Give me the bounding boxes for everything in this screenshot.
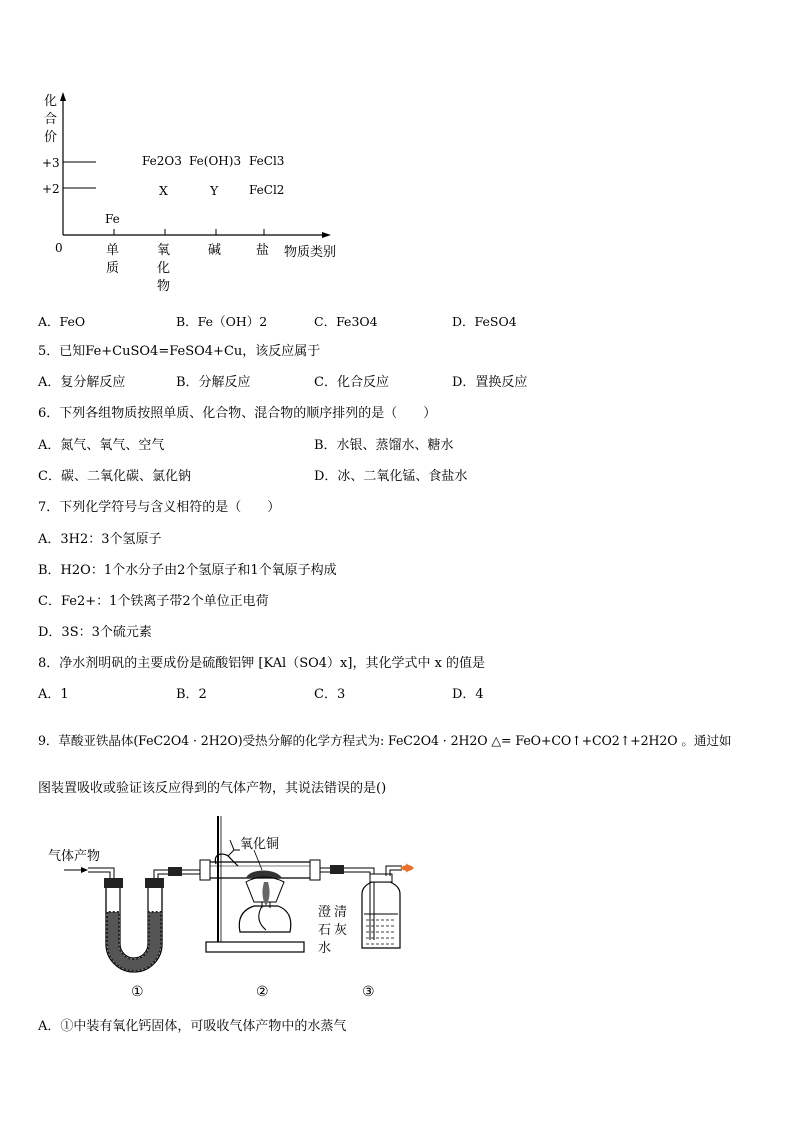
q4-option-b[interactable]: B．Fe（OH）2 bbox=[176, 314, 268, 329]
copper-oxide-pointer bbox=[254, 850, 262, 870]
q5-stem: 5．已知Fe+CuSO4=FeSO4+Cu，该反应属于 bbox=[38, 344, 321, 359]
ylabel-char: 化 bbox=[44, 94, 58, 109]
xtick-label: 盐 bbox=[256, 243, 270, 258]
cell-feoh3: Fe(OH)3 bbox=[189, 154, 242, 168]
q5-option-d[interactable]: D．置换反应 bbox=[452, 375, 528, 390]
limewater-label-char: 澄 bbox=[318, 905, 332, 920]
q6-option-d[interactable]: D．冰、二氧化锰、食盐水 bbox=[314, 469, 468, 484]
ytick-label: +3 bbox=[42, 156, 60, 170]
origin-label: 0 bbox=[55, 241, 63, 255]
q9-stem-line1: 9．草酸亚铁晶体(FeC2O4 · 2H2O)受热分解的化学方程式为: FeC2O4 · 2H2O △= FeO+CO↑+CO2↑+2H2O 。通过如 bbox=[38, 733, 732, 748]
x-axis-arrow bbox=[322, 232, 331, 238]
xtick-label: 质 bbox=[106, 261, 120, 276]
u-tube-stopper-right bbox=[145, 878, 164, 888]
q8-option-d[interactable]: D．4 bbox=[452, 687, 484, 702]
q5-option-a[interactable]: A．复分解反应 bbox=[38, 375, 126, 390]
xtick-label: 碱 bbox=[208, 243, 222, 258]
xlabel: 物质类别 bbox=[284, 245, 337, 260]
rubber-joint-2 bbox=[330, 865, 344, 874]
cell-x: X bbox=[159, 183, 168, 198]
q5-option-c[interactable]: C．化合反应 bbox=[314, 375, 389, 390]
q6-stem: 6．下列各组物质按照单质、化合物、混合物的顺序排列的是（ ） bbox=[38, 406, 437, 421]
stand-base bbox=[206, 942, 304, 952]
cell-fe2o3: Fe2O3 bbox=[142, 154, 182, 168]
xtick-label: 氧 bbox=[157, 243, 171, 258]
q8-stem: 8．净水剂明矾的主要成份是硫酸铝钾 [KAl（SO4）x]，其化学式中 x 的值是 bbox=[38, 656, 486, 671]
q6-option-a[interactable]: A．氮气、氧气、空气 bbox=[38, 438, 165, 453]
q4-option-d[interactable]: D．FeSO4 bbox=[452, 314, 517, 329]
gas-product-label: 气体产物 bbox=[48, 849, 101, 864]
q8-option-c[interactable]: C．3 bbox=[314, 687, 346, 702]
q8-option-b[interactable]: B．2 bbox=[176, 687, 207, 702]
y-axis-arrow bbox=[60, 92, 66, 101]
rubber-joint-1 bbox=[168, 867, 182, 876]
limewater-label-char: 清 bbox=[334, 905, 348, 920]
apparatus-number-2: ② bbox=[256, 984, 269, 1000]
copper-oxide-label: 氧化铜 bbox=[240, 837, 280, 852]
clamp-screw bbox=[228, 840, 240, 856]
limewater-label-char: 水 bbox=[318, 941, 332, 956]
q8-option-a[interactable]: A．1 bbox=[38, 687, 69, 702]
alcohol-lamp bbox=[239, 906, 291, 932]
gas-arrow-head bbox=[81, 867, 88, 873]
cell-fecl3: FeCl3 bbox=[249, 154, 285, 168]
xtick-label: 物 bbox=[157, 279, 171, 294]
limewater-label-char: 灰 bbox=[334, 923, 348, 938]
q4-option-a[interactable]: A．FeO bbox=[38, 314, 86, 329]
q6-option-b[interactable]: B．水银、蒸馏水、糖水 bbox=[314, 438, 454, 453]
q5-option-b[interactable]: B．分解反应 bbox=[176, 375, 251, 390]
cell-fe: Fe bbox=[105, 212, 120, 226]
ylabel-char: 价 bbox=[44, 130, 58, 145]
ytick-label: +2 bbox=[42, 182, 60, 196]
q4-option-c[interactable]: C．Fe3O4 bbox=[314, 314, 378, 329]
inlet-tube bbox=[88, 868, 114, 878]
apparatus-number-1: ① bbox=[131, 984, 144, 1000]
ylabel-char: 合 bbox=[44, 112, 58, 127]
bottle-stopper bbox=[370, 874, 392, 882]
q9-stem-line2: 图装置吸收或验证该反应得到的气体产物，其说法错误的是() bbox=[38, 781, 387, 796]
q7-option-b[interactable]: B．H2O：1个水分子由2个氢原子和1个氧原子构成 bbox=[38, 563, 337, 578]
cell-y: Y bbox=[210, 183, 219, 198]
u-tube-stopper-left bbox=[104, 878, 123, 888]
xtick-label: 化 bbox=[157, 261, 171, 276]
apparatus-diagram bbox=[40, 812, 440, 1002]
co-flame bbox=[400, 865, 414, 871]
xtick-label: 单 bbox=[106, 243, 120, 258]
q7-option-d[interactable]: D．3S：3个硫元素 bbox=[38, 625, 152, 640]
cell-fecl2: FeCl2 bbox=[249, 183, 285, 197]
q7-option-a[interactable]: A．3H2：3个氢原子 bbox=[38, 532, 162, 547]
valence-chart bbox=[30, 88, 360, 303]
q7-option-c[interactable]: C．Fe2+：1个铁离子带2个单位正电荷 bbox=[38, 594, 269, 609]
q9-option-a[interactable]: A．①中装有氧化钙固体，可吸收气体产物中的水蒸气 bbox=[38, 1019, 347, 1034]
u-tube-inner bbox=[120, 886, 148, 958]
apparatus-number-3: ③ bbox=[362, 984, 375, 1000]
q6-option-c[interactable]: C．碳、二氧化碳、氯化钠 bbox=[38, 469, 191, 484]
tube-stopper-right bbox=[310, 860, 320, 880]
connector-tube-2 bbox=[320, 868, 374, 880]
limewater-label-char: 石 bbox=[318, 923, 332, 938]
tube-stopper-left bbox=[200, 860, 210, 880]
q7-stem: 7．下列化学符号与含义相符的是（ ） bbox=[38, 500, 281, 515]
lamp-wick bbox=[259, 906, 266, 930]
